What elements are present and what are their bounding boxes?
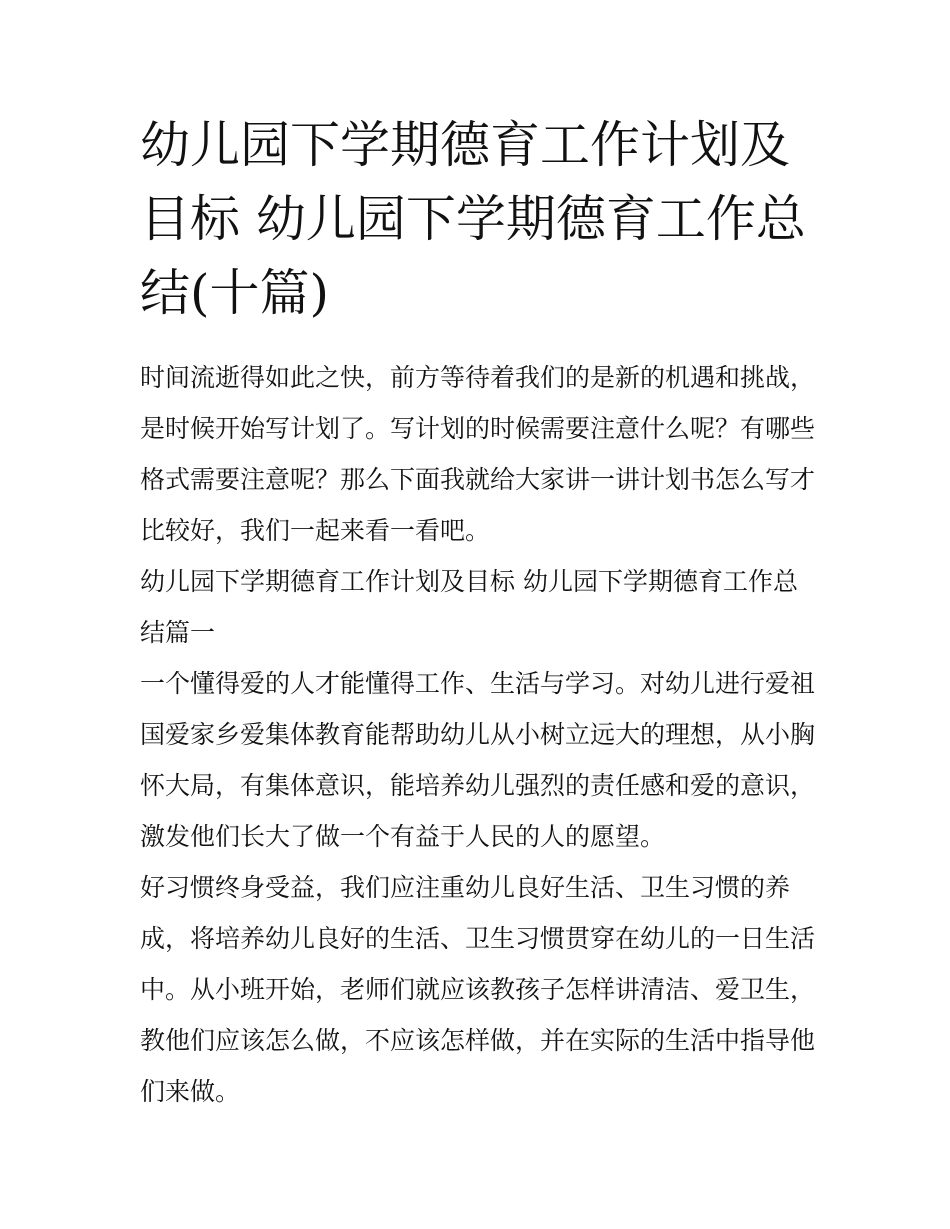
- section-heading: 幼儿园下学期德育工作计划及目标 幼儿园下学期德育工作总结篇一: [140, 567, 798, 647]
- document-title: 幼儿园下学期德育工作计划及目标 幼儿园下学期德育工作总结(十篇): [140, 116, 806, 322]
- body-paragraph-1: 一个懂得爱的人才能懂得工作、生活与学习。对幼儿进行爱祖国爱家乡爱集体教育能帮助幼儿从小树立远大的理想，从小胸怀大局，有集体意识，能培养幼儿强烈的责任感和爱的意识，激发他们长大了做一个有益于人民的人的愿望。: [140, 669, 816, 851]
- intro-paragraph: 时间流逝得如此之快，前方等待着我们的是新的机遇和挑战，是时候开始写计划了。写计划的时候需要注意什么呢？有哪些格式需要注意呢？那么下面我就给大家讲一讲计划书怎么写才比较好，我们一起来看一看吧。: [140, 363, 816, 545]
- document-body: [140, 108, 815, 1117]
- body-paragraph-2: 好习惯终身受益，我们应注重幼儿良好生活、卫生习惯的养成，将培养幼儿良好的生活、卫生习惯贯穿在幼儿的一日生活中。从小班开始，老师们就应该教孩子怎样讲清洁、爱卫生，教他们应该怎么做，不应该怎样做，并在实际的生活中指导他们来做。: [140, 873, 816, 1106]
